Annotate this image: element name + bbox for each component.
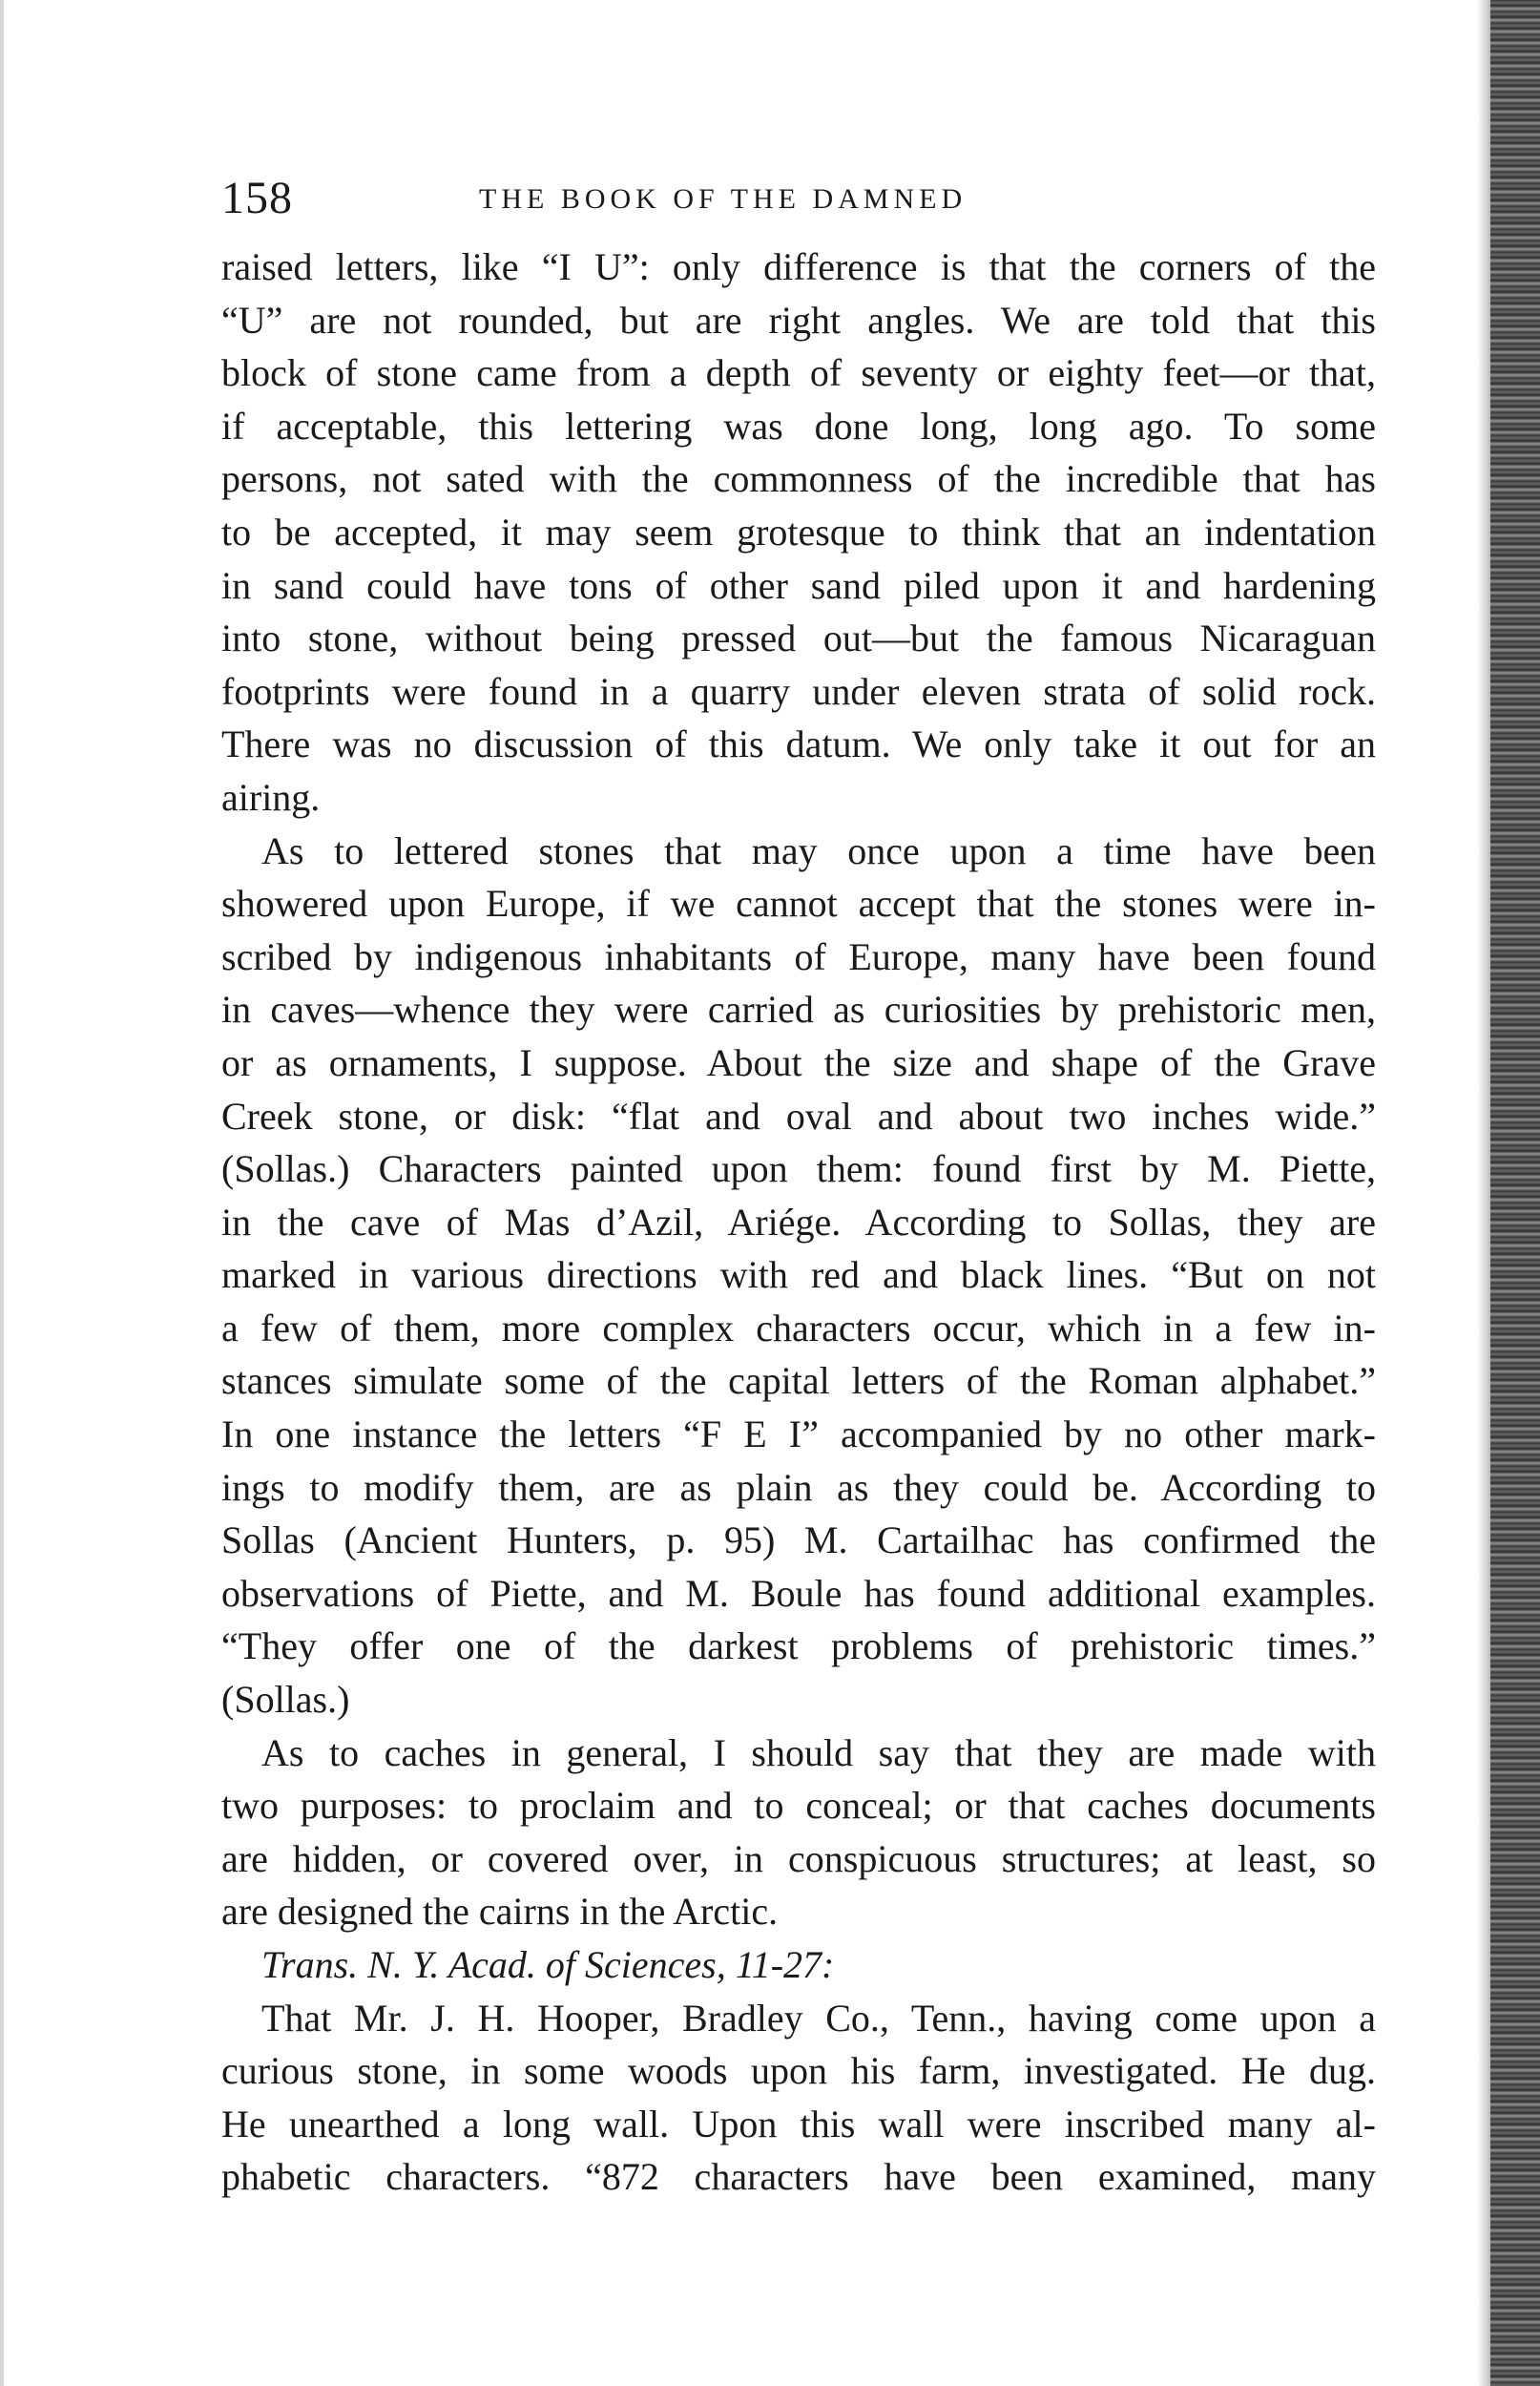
text-line: phabetic characters. “872 characters have been examined, many — [221, 2155, 1376, 2199]
text-line: marked in various directions with red and black lines. “But on not — [221, 1253, 1376, 1297]
text-line: or as ornaments, I suppose. About the size and shape of the Grave — [221, 1040, 1376, 1084]
text-line: As to caches in general, I should say that they are made with — [261, 1730, 1376, 1774]
text-line: “They offer one of the darkest problems of prehistoric times.” — [221, 1624, 1376, 1668]
text-line: airing. — [221, 775, 321, 819]
text-line: a few of them, more complex characters occur, which in a few in- — [221, 1306, 1376, 1350]
text-line: block of stone came from a depth of seventy or eighty feet—or that, — [221, 351, 1376, 395]
text-line: in sand could have tons of other sand piled upon it and hardening — [221, 563, 1376, 607]
text-line: (Sollas.) Characters painted upon them: found first by M. Piette, — [221, 1147, 1376, 1191]
text-line: raised letters, like “I U”: only difference is that the corners of the — [221, 245, 1376, 288]
text-line: As to lettered stones that may once upon a time have been — [261, 828, 1376, 872]
page-number: 158 — [221, 173, 293, 223]
text-line: in the cave of Mas d’Azil, Ariége. According to Sollas, they are — [221, 1200, 1376, 1244]
text-line: two purposes: to proclaim and to conceal; or that caches documents — [221, 1784, 1376, 1828]
text-line: He unearthed a long wall. Upon this wall were inscribed many al- — [221, 2102, 1376, 2145]
text-line: (Sollas.) — [221, 1678, 350, 1722]
text-line: ings to modify them, are as plain as they could be. According to — [221, 1465, 1376, 1509]
text-line-with-citation — [221, 1514, 1376, 1567]
text-line: in caves—whence they were carried as curiosities by prehistoric men, — [221, 988, 1376, 1032]
text-line: into stone, without being pressed out—but the famous Nicaraguan — [221, 617, 1376, 660]
running-head: THE BOOK OF THE DAMNED — [479, 183, 968, 215]
text-line: observations of Piette, and M. Boule has found additional examples. — [221, 1571, 1376, 1615]
body-text — [221, 241, 1376, 2204]
scanned-binding-edge — [1490, 0, 1540, 2386]
text-line: Creek stone, or disk: “flat and oval and about two inches wide.” — [221, 1094, 1376, 1138]
text-line: are designed the cairns in the Arctic. — [221, 1890, 779, 1934]
text-line: “U” are not rounded, but are right angles. We are told that this — [221, 298, 1376, 342]
text-line: showered upon Europe, if we cannot accept that the stones were in- — [221, 882, 1376, 926]
citation-heading: Trans. N. Y. Acad. of Sciences, 11-27: — [261, 1943, 835, 1986]
page-left-edge — [0, 0, 4, 2386]
text-line: stances simulate some of the capital letters of the Roman alphabet.” — [221, 1359, 1376, 1403]
text-line: persons, not sated with the commonness of the incredible that has — [221, 457, 1376, 501]
text-line: There was no discussion of this datum. We only take it out for an — [221, 722, 1376, 766]
text-line: footprints were found in a quarry under eleven strata of solid rock. — [221, 669, 1376, 713]
text-line: are hidden, or covered over, in conspicuous structures; at least, so — [221, 1836, 1376, 1880]
text-line: to be accepted, it may seem grotesque to think that an indentation — [221, 510, 1376, 554]
text-line: That Mr. J. H. Hooper, Bradley Co., Tenn., having come upon a — [261, 1996, 1376, 2040]
text-line: scribed by indigenous inhabitants of Europe, many have been found — [221, 934, 1376, 978]
text-line: if acceptable, this lettering was done long, long ago. To some — [221, 404, 1376, 448]
page-header — [221, 172, 1376, 239]
text-line: curious stone, in some woods upon his farm, investigated. He dug. — [221, 2049, 1376, 2093]
text-line: In one instance the letters “F E I” accompanied by no other mark- — [221, 1413, 1376, 1456]
citation-line-text: Sollas (Ancient Hunters, p. 95) M. Cartailhac has confirmed the — [221, 1518, 1376, 1562]
